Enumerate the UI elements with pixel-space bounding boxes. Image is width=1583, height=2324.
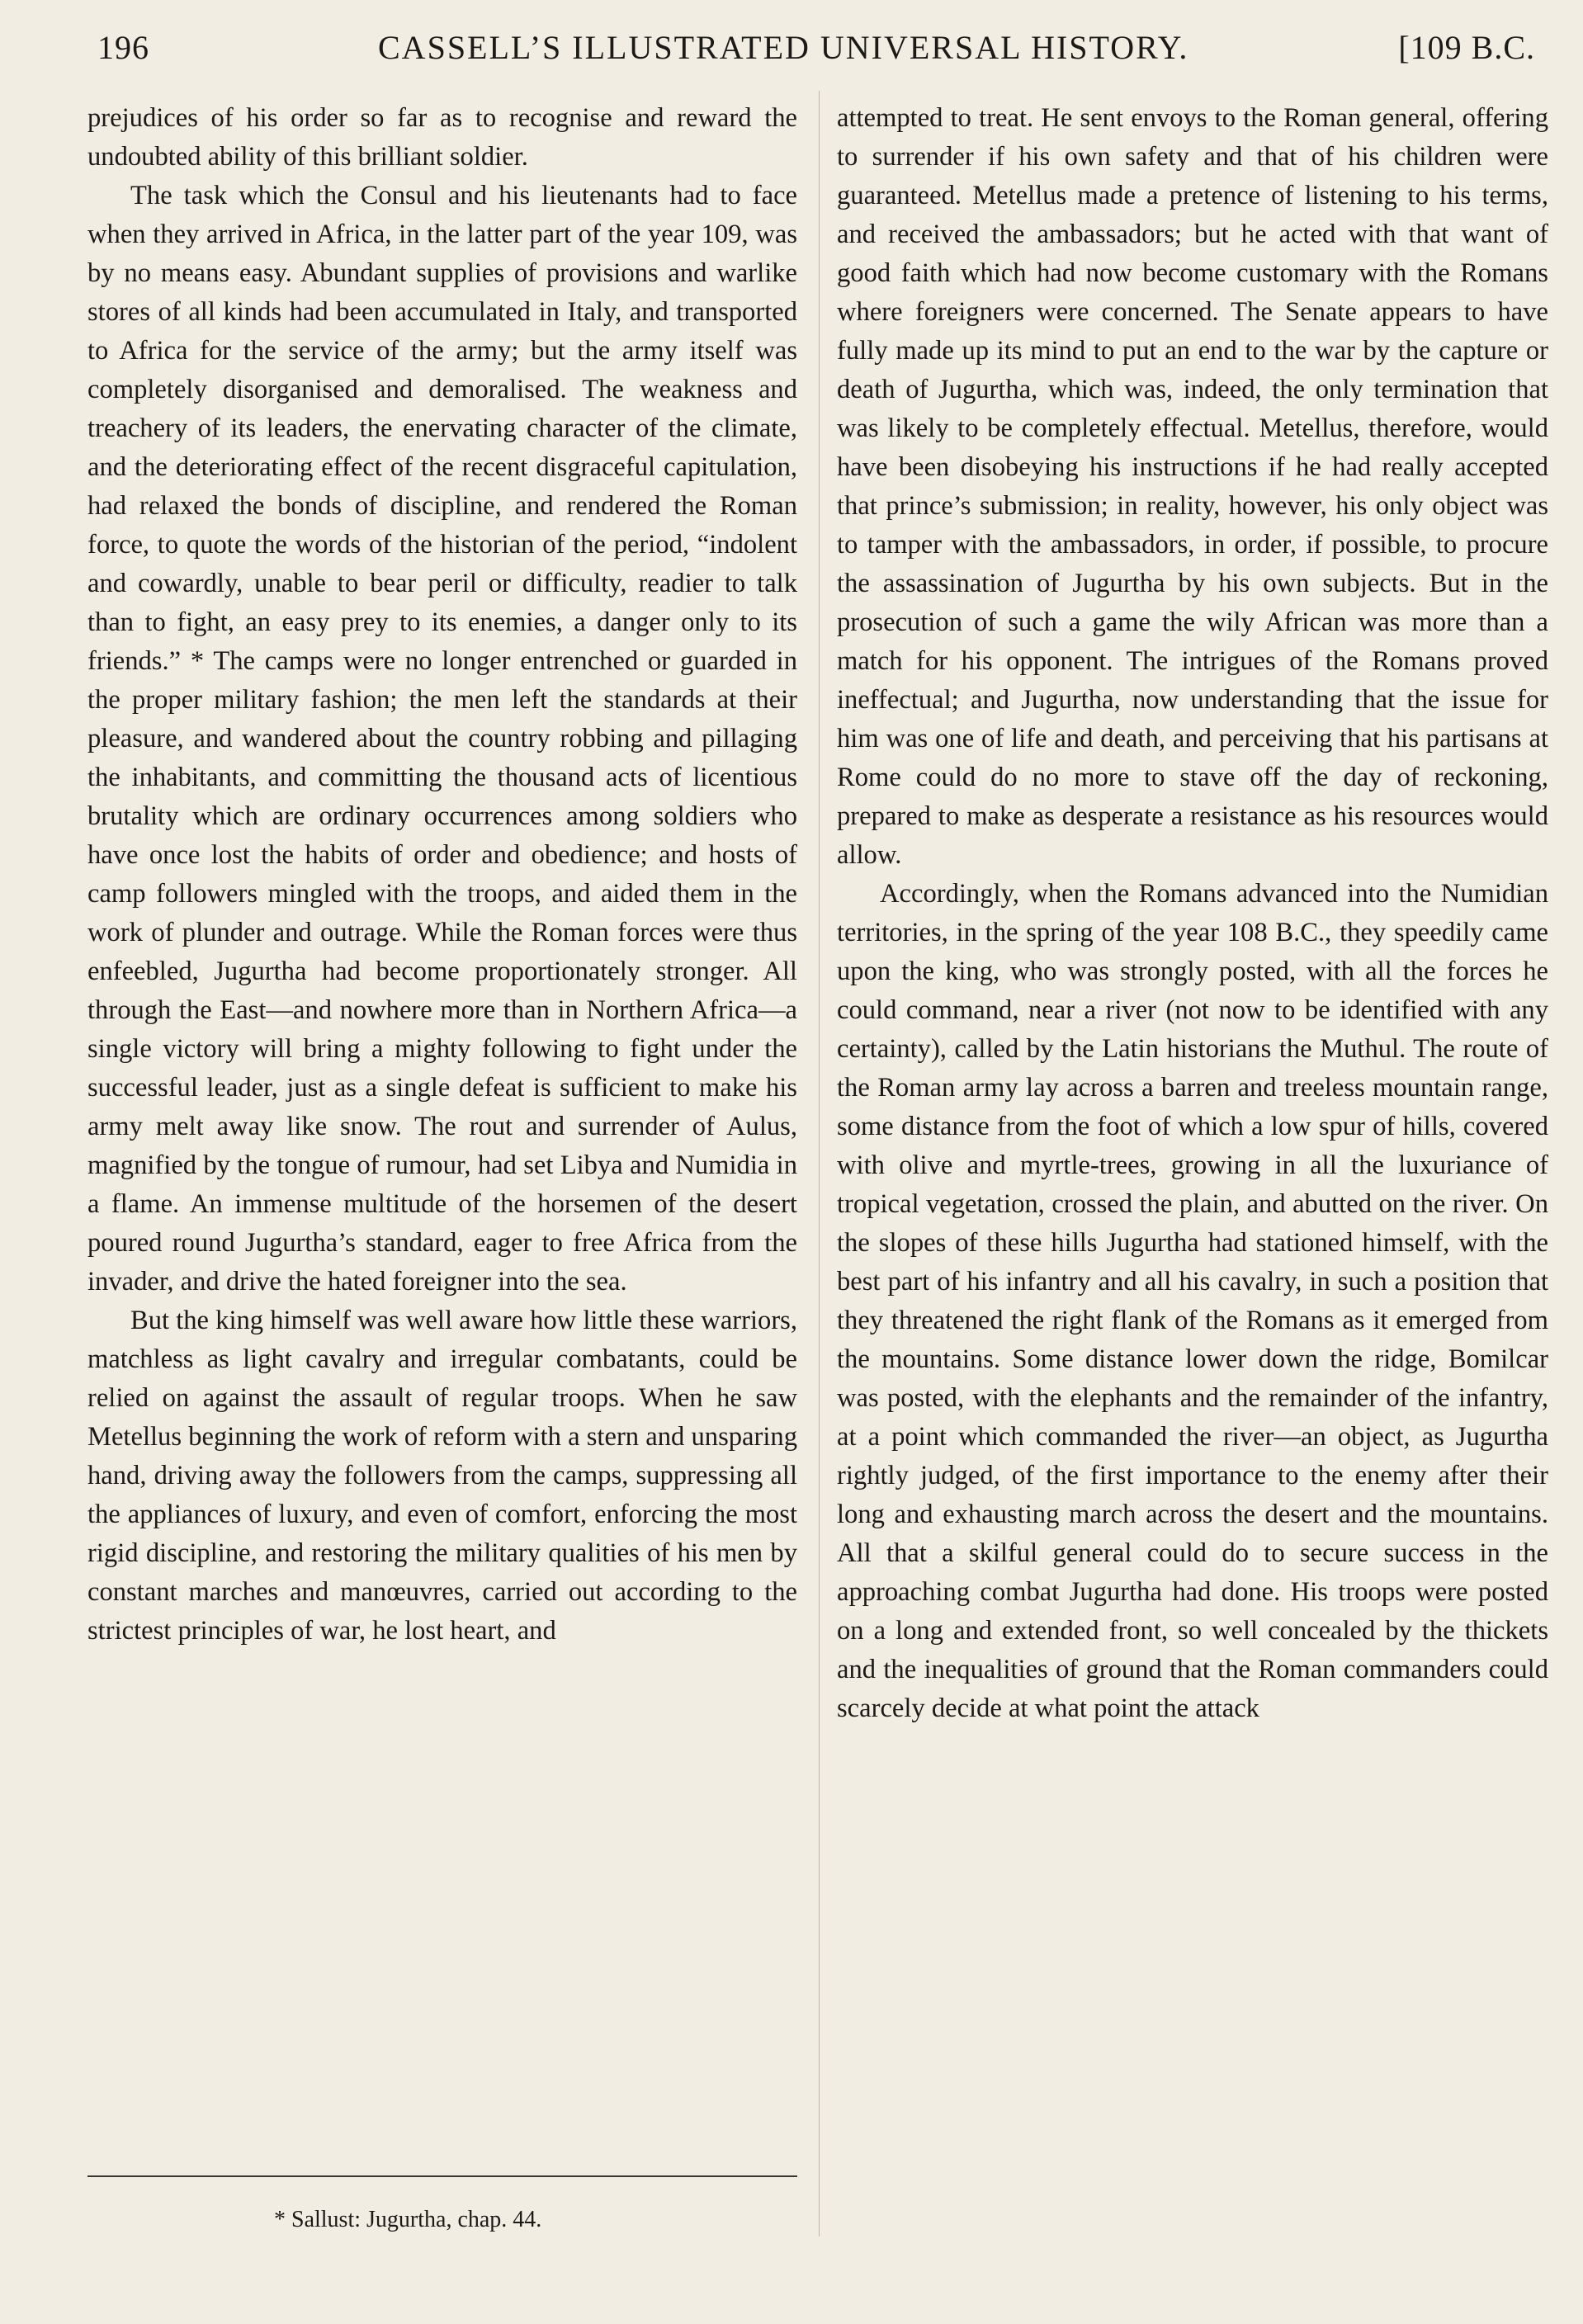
running-header — [97, 23, 1535, 81]
running-title: CASSELL’S ILLUSTRATED UNIVERSAL HISTORY. — [378, 29, 1189, 66]
paragraph-continued: prejudices of his order so far as to recognise and reward the undoubted ability of this brilliant soldier. — [87, 103, 797, 172]
date-marker: [109 B.C. — [1398, 29, 1535, 66]
footnote: * Sallust: Jugurtha, chap. 44. — [274, 2207, 542, 2232]
paragraph: The task which the Consul and his lieutenants had to face when they arrived in Africa, in the latter part of the year 109, was by no means easy. Abundant supplies of provisions and warlike stores of all kinds had been accumulated in Italy, and transported to Africa for the service of the army; but the army itself was completely disorganised and demoralised. The weakness and treachery of its leaders, the enervating character of the climate, and the deteriorating effect of the recent disgraceful capitulation, had relaxed the bonds of discipline, and rendered the Roman force, to quote the words of the historian of the period, “indolent and cowardly, unable to bear peril or difficulty, readier to talk than to fight, an easy prey to its enemies, a danger only to its friends.” * The camps were no longer entrenched or guarded in the proper military fashion; the men left the standards at their pleasure, and wandered about the country robbing and pillaging the inhabitants, and committing the thousand acts of licentious brutality which are ordinary occurrences among soldiers who have once lost the habits of order and obedience; and hosts of camp followers mingled with the troops, and aided them in the work of plunder and outrage. While the Roman forces were thus enfeebled, Jugurtha had become proportionately stronger. All through the East—and nowhere more than in Northern Africa—a single victory will bring a mighty following to fight under the successful leader, just as a single defeat is sufficient to make his army melt away like snow. The rout and surrender of Aulus, magnified by the tongue of rumour, had set Libya and Numidia in a flame. An immense multitude of the horsemen of the desert poured round Jugurtha’s standard, eager to free Africa from the invader, and drive the hated foreigner into the sea. — [87, 181, 797, 1297]
paragraph: But the king himself was well aware how little these warriors, matchless as light cavalry and irregular combatants, could be relied on against the assault of regular troops. When he saw Metellus beginning the work of reform with a stern and unsparing hand, driving away the followers from the camps, suppressing all the appliances of luxury, and even of comfort, enforcing the most rigid discipline, and restoring the military qualities of his men by constant marches and manœuvres, carried out according to the strictest principles of war, he lost heart, and — [87, 1306, 797, 1646]
paragraph-continued: attempted to treat. He sent envoys to the Roman general, offering to surrender if his own safety and that of his children were guaranteed. Metellus made a pretence of listening to his terms, and received the ambassadors; but he acted with that want of good faith which had now become customary with the Romans where foreigners were concerned. The Senate appears to have fully made up its mind to put an end to the war by the capture or death of Jugurtha, which was, indeed, the only termination that was likely to be completely effectual. Metellus, therefore, would have been disobeying his instructions if he had really accepted that prince’s submission; in reality, however, his only object was to tamper with the ambassadors, in order, if possible, to procure the assassination of Jugurtha by his own subjects. But in the prosecution of such a game the wily African was more than a match for his opponent. The intrigues of the Romans proved ineffectual; and Jugurtha, now understanding that the issue for him was one of life and death, and perceiving that his partisans at Rome could do no more to stave off the day of reckoning, prepared to make as desperate a resistance as his resources would allow. — [837, 103, 1548, 870]
page-number: 196 — [97, 29, 149, 66]
paragraph: Accordingly, when the Romans advanced into the Numidian territories, in the spring of the year 108 B.C., they speedily came upon the king, who was strongly posted, with all the forces he could command, near a river (not now to be identified with any certainty), called by the Latin historians the Muthul. The route of the Roman army lay across a barren and treeless mountain range, some distance from the foot of which a low spur of hills, covered with olive and myrtle-trees, growing in all the luxuriance of tropical vegetation, crossed the plain, and abutted on the river. On the slopes of these hills Jugurtha had stationed himself, with the best part of his infantry and all his cavalry, in such a position that they threatened the right flank of the Romans as it emerged from the mountains. Some distance lower down the ridge, Bomilcar was posted, with the elephants and the remainder of the infantry, at a point which commanded the river—an object, as Jugurtha rightly judged, of the first importance to the enemy after their long and exhausting march across the desert and the mountains. All that a skilful general could do to secure success in the approaching combat Jugurtha had done. His troops were posted on a long and extended front, so well concealed by the thickets and the inequalities of ground that the Roman commanders could scarcely decide at what point the attack — [837, 879, 1548, 1723]
column-divider — [819, 91, 820, 2237]
left-column — [87, 99, 797, 2179]
right-column — [837, 99, 1548, 2245]
footnote-rule — [87, 2175, 797, 2177]
